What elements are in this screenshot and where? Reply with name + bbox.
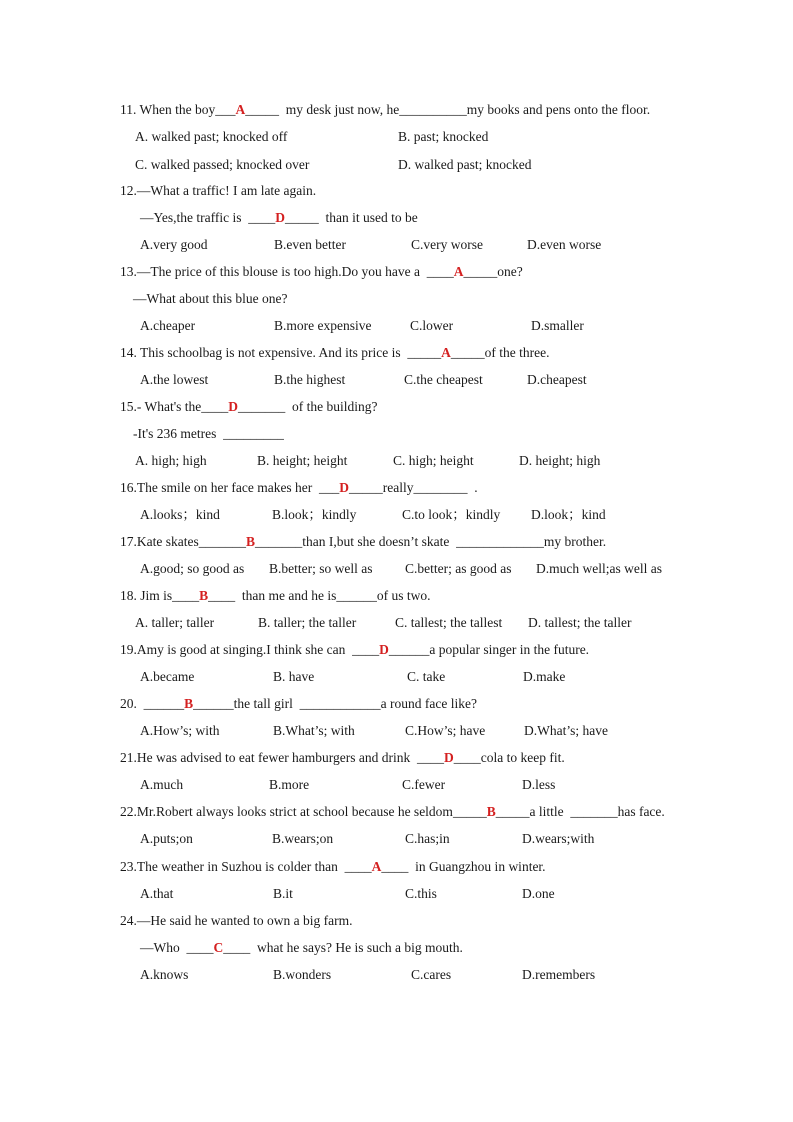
question-text: really: [382, 480, 414, 495]
answer-blank: _________: [223, 426, 284, 441]
option-A: A. taller; taller: [135, 615, 215, 630]
question-22-line-1: [120, 804, 665, 820]
option-A: A.good; so good as: [140, 561, 245, 576]
option-D: D. tallest; the taller: [528, 615, 632, 630]
question-text: 14. This schoolbag is not expensive. And its price is: [120, 345, 408, 360]
option-D: D.wears;with: [522, 831, 595, 846]
option-A: A.knows: [140, 967, 189, 982]
option-C: C.very worse: [411, 237, 483, 252]
option-C: C.fewer: [402, 777, 446, 792]
answer-blank: ____: [201, 399, 229, 414]
question-text: a round face like?: [380, 696, 477, 711]
question-14-line-1: [120, 345, 549, 361]
option-D: D.much well;as well as: [536, 561, 662, 576]
answer-blank: _______: [255, 534, 303, 549]
option-D: D. walked past; knocked: [398, 157, 532, 172]
question-20-line-1: [120, 696, 477, 712]
question-text: my books and pens onto the floor.: [466, 102, 651, 117]
question-text: 24.—He said he wanted to own a big farm.: [120, 913, 353, 928]
option-C: C.better; as good as: [405, 561, 512, 576]
option-A: A. high; high: [135, 453, 207, 468]
option-D: D.remembers: [522, 967, 596, 982]
question-text: 19.Amy is good at singing.I think she can: [120, 642, 353, 657]
option-B: B. taller; the taller: [258, 615, 357, 630]
question-17-line-1: [120, 534, 606, 550]
question-21-line-1: [120, 750, 565, 766]
question-text: ____ in Guangzhou in winter.: [381, 859, 546, 874]
option-B: B.even better: [274, 237, 346, 252]
question-13-line-1: [120, 264, 523, 280]
answer-blank: _______: [198, 534, 246, 549]
answer-blank: _____________: [456, 534, 544, 549]
option-A: A.much: [140, 777, 184, 792]
answer-blank: ___: [215, 102, 236, 117]
answer-blank: ____: [344, 859, 372, 874]
question-text: cola to keep fit.: [480, 750, 565, 765]
question-text: 17.Kate skates: [120, 534, 199, 549]
answer-blank: ____: [426, 264, 454, 279]
question-15-line-1: [120, 399, 378, 415]
answer-mark: D: [379, 642, 389, 657]
answer-blank: __________: [399, 102, 467, 117]
question-text: 20.: [120, 696, 144, 711]
question-text: my brother.: [543, 534, 607, 549]
option-B: B. height; height: [257, 453, 348, 468]
option-A: A.became: [140, 669, 195, 684]
option-A: A. walked past; knocked off: [135, 129, 288, 144]
answer-mark: B: [486, 804, 496, 819]
question-text: —Who: [140, 940, 187, 955]
answer-mark: A: [441, 345, 451, 360]
answer-mark: D: [339, 480, 350, 495]
option-B: B. have: [273, 669, 315, 684]
question-text: 23.The weather in Suzhou is colder than: [120, 859, 345, 874]
question-text: 12.—What a traffic! I am late again.: [120, 183, 317, 198]
answer-mark: D: [444, 750, 454, 765]
option-B: B.wears;on: [272, 831, 334, 846]
answer-blank: _____: [349, 480, 383, 495]
answer-blank: _____: [452, 804, 487, 819]
question-16-line-1: [120, 480, 478, 496]
option-D: D. height; high: [519, 453, 601, 468]
question-text: of us two.: [376, 588, 431, 603]
option-D: D.smaller: [531, 318, 584, 333]
option-D: D.even worse: [527, 237, 602, 252]
answer-blank: ______: [193, 696, 234, 711]
question-11-line-1: [120, 102, 650, 118]
answer-blank: ____: [172, 588, 200, 603]
option-D: D.look；kind: [531, 507, 606, 522]
answer-blank: ___: [319, 480, 340, 495]
option-D: D.cheapest: [527, 372, 587, 387]
question-text: ____ what he says? He is such a big mouth.: [223, 940, 463, 955]
question-text: _____ than it used to be: [285, 210, 418, 225]
option-D: D.one: [522, 886, 555, 901]
option-C: C. walked passed; knocked over: [135, 157, 310, 172]
question-12-line-1: [120, 183, 316, 199]
option-A: A.cheaper: [140, 318, 196, 333]
option-B: B.more: [269, 777, 310, 792]
option-B: B.it: [273, 886, 293, 901]
option-C: C.to look；kindly: [402, 507, 501, 522]
answer-blank: ________: [413, 480, 468, 495]
question-18-line-1: [120, 588, 431, 604]
answer-blank: ______: [336, 588, 377, 603]
question-text: 21.He was advised to eat fewer hamburgers and drink: [120, 750, 418, 765]
option-B: B.look；kindly: [272, 507, 357, 522]
option-A: A.the lowest: [140, 372, 209, 387]
question-text: a popular singer in the future.: [429, 642, 590, 657]
option-D: D.What’s; have: [524, 723, 608, 738]
option-C: C.How’s; have: [405, 723, 486, 738]
option-A: A.that: [140, 886, 174, 901]
option-C: C. high; height: [393, 453, 474, 468]
question-text: 11. When the boy: [120, 102, 216, 117]
option-C: C.lower: [410, 318, 454, 333]
question-text: the tall girl: [233, 696, 300, 711]
option-B: B.What’s; with: [273, 723, 355, 738]
option-B: B.more expensive: [274, 318, 372, 333]
answer-mark: A: [453, 264, 464, 279]
question-text: .: [467, 480, 478, 495]
question-text: 18. Jim is: [120, 588, 173, 603]
answer-mark: A: [371, 859, 382, 874]
question-text: has face.: [617, 804, 665, 819]
question-19-line-1: [120, 642, 589, 658]
option-A: A.very good: [140, 237, 208, 252]
answer-blank: _____: [407, 345, 442, 360]
question-13-line-2: [133, 291, 287, 307]
answer-blank: ____: [186, 940, 214, 955]
question-text: 13.—The price of this blouse is too high.Do you have a: [120, 264, 427, 279]
option-C: C.cares: [411, 967, 452, 982]
option-C: C.the cheapest: [404, 372, 483, 387]
answer-blank: _____: [495, 804, 530, 819]
question-23-line-1: [120, 859, 546, 875]
question-text: ____ than me and he is: [208, 588, 337, 603]
question-text: of the three.: [484, 345, 550, 360]
answer-mark: B: [199, 588, 209, 603]
question-text: _____ my desk just now, he: [245, 102, 400, 117]
option-C: C. tallest; the tallest: [395, 615, 503, 630]
question-text: -It's 236 metres: [133, 426, 224, 441]
answer-mark: C: [213, 940, 224, 955]
option-D: D.make: [523, 669, 566, 684]
option-A: A.puts;on: [140, 831, 193, 846]
question-text: one?: [497, 264, 523, 279]
option-D: D.less: [522, 777, 556, 792]
answer-blank: _____: [450, 345, 485, 360]
option-C: C.this: [405, 886, 437, 901]
question-24-line-1: [120, 913, 352, 929]
answer-blank: _______: [570, 804, 618, 819]
option-B: B.wonders: [273, 967, 332, 982]
answer-blank: ______: [388, 642, 430, 657]
question-text: _______ of the building?: [238, 399, 378, 414]
answer-blank: ____: [248, 210, 276, 225]
answer-mark: A: [235, 102, 246, 117]
question-text: 16.The smile on her face makes her: [120, 480, 320, 495]
answer-blank: ____: [352, 642, 380, 657]
option-B: B.the highest: [274, 372, 346, 387]
option-B: B. past; knocked: [398, 129, 489, 144]
option-C: C.has;in: [405, 831, 450, 846]
question-text: 15.- What's the: [120, 399, 202, 414]
question-24-line-2: [140, 940, 463, 956]
question-text: —Yes,the traffic is: [140, 210, 249, 225]
option-A: A.looks；kind: [140, 507, 220, 522]
question-15-line-2: [133, 426, 284, 442]
question-text: than I,but she doesn’t skate: [302, 534, 457, 549]
answer-blank: ____: [417, 750, 445, 765]
question-text: —What about this blue one?: [133, 291, 288, 306]
answer-mark: D: [228, 399, 239, 414]
option-B: B.better; so well as: [269, 561, 373, 576]
question-12-line-2: [140, 210, 418, 226]
answer-blank: ____: [453, 750, 481, 765]
answer-blank: ______: [143, 696, 185, 711]
question-text: a little: [529, 804, 571, 819]
answer-blank: ____________: [299, 696, 381, 711]
answer-mark: D: [275, 210, 285, 225]
option-C: C. take: [407, 669, 446, 684]
answer-mark: B: [184, 696, 194, 711]
answer-mark: B: [245, 534, 255, 549]
question-text: 22.Mr.Robert always looks strict at school because he seldom: [120, 804, 453, 819]
answer-blank: _____: [463, 264, 498, 279]
option-A: A.How’s; with: [140, 723, 220, 738]
